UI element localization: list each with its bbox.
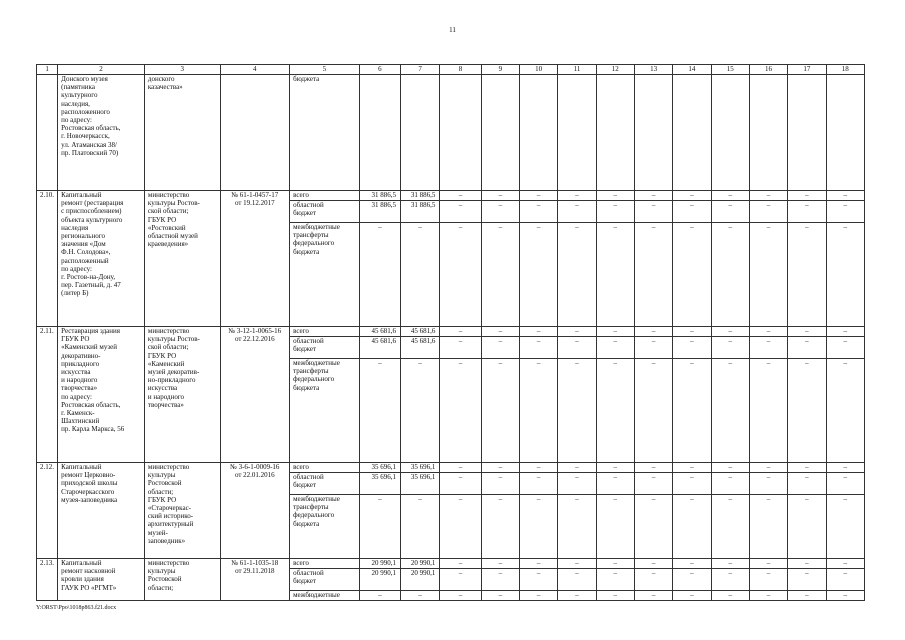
dash-cell: – — [596, 223, 634, 327]
column-number: 3 — [144, 65, 220, 75]
dash-cell: – — [673, 201, 711, 223]
total-value-cell: 20 990,1 — [359, 559, 400, 569]
year-value-cell: – — [401, 359, 440, 463]
dash-cell: – — [520, 463, 558, 473]
year-value-cell: 31 886,5 — [401, 191, 440, 201]
dash-cell: – — [520, 569, 558, 591]
total-value-cell: 35 696,1 — [359, 463, 400, 473]
dash-cell: – — [826, 559, 865, 569]
dash-cell: – — [711, 473, 749, 495]
dash-cell: – — [481, 559, 519, 569]
dash-cell: – — [596, 559, 634, 569]
dash-cell: – — [558, 327, 596, 337]
row-number-cell: 2.12. — [37, 463, 58, 559]
dash-cell: – — [520, 191, 558, 201]
dash-cell: – — [520, 201, 558, 223]
dash-cell: – — [634, 223, 672, 327]
dash-cell: – — [634, 559, 672, 569]
object-name-cell: Реставрация здания ГБУК РО «Каменский музей декоративно- прикладного искусства и народного творчества» по адресу: Ростовская область, г. Каменск- Шахтинский пр. Карла Маркса, 56 — [58, 327, 145, 463]
dash-cell: – — [634, 359, 672, 463]
total-value-cell: – — [359, 359, 400, 463]
dash-cell: – — [711, 463, 749, 473]
dash-cell: – — [634, 569, 672, 591]
dash-cell: – — [440, 591, 481, 601]
dash-cell: – — [826, 191, 865, 201]
dash-cell: – — [440, 495, 481, 559]
year-value-cell: 31 886,5 — [401, 201, 440, 223]
column-number: 18 — [826, 65, 865, 75]
dash-cell: – — [596, 463, 634, 473]
funding-source-cell: всего — [290, 327, 360, 337]
row-number-cell: 2.13. — [37, 559, 58, 601]
dash-cell: – — [788, 591, 826, 601]
dash-cell: – — [634, 201, 672, 223]
dash-cell: – — [673, 191, 711, 201]
total-value-cell: 45 681,6 — [359, 337, 400, 359]
column-number: 16 — [749, 65, 787, 75]
object-name-cell: Капитальный ремонт (реставрация с приспособлением) объекта культурного наследия регионального значения «Дом Ф.Н. Солодова», расположенный по адресу: г. Ростов-на-Дону, пер. Газетный, д. 47 (литер Б) — [58, 191, 145, 327]
year-value-cell: 45 681,6 — [401, 327, 440, 337]
funding-source-cell: всего — [290, 191, 360, 201]
dash-cell: – — [558, 591, 596, 601]
column-number: 5 — [290, 65, 360, 75]
table-row — [37, 463, 865, 473]
dash-cell: – — [520, 359, 558, 463]
year-value-cell: 20 990,1 — [401, 559, 440, 569]
total-value-cell: – — [359, 223, 400, 327]
dash-cell: – — [711, 327, 749, 337]
value-cell — [558, 75, 596, 191]
dash-cell: – — [481, 359, 519, 463]
column-number: 8 — [440, 65, 481, 75]
executor-cell: донского казачества» — [144, 75, 220, 191]
dash-cell: – — [634, 591, 672, 601]
dash-cell: – — [520, 327, 558, 337]
dash-cell: – — [826, 473, 865, 495]
dash-cell: – — [558, 201, 596, 223]
budget-table — [36, 64, 865, 601]
dash-cell: – — [481, 223, 519, 327]
dash-cell: – — [558, 463, 596, 473]
dash-cell: – — [520, 473, 558, 495]
dash-cell: – — [749, 559, 787, 569]
dash-cell: – — [711, 591, 749, 601]
dash-cell: – — [749, 473, 787, 495]
table-row — [37, 327, 865, 337]
value-cell — [440, 75, 481, 191]
year-value-cell: 35 696,1 — [401, 473, 440, 495]
dash-cell: – — [826, 223, 865, 327]
funding-source-cell: всего — [290, 463, 360, 473]
dash-cell: – — [634, 191, 672, 201]
dash-cell: – — [673, 223, 711, 327]
dash-cell: – — [749, 201, 787, 223]
dash-cell: – — [673, 327, 711, 337]
document-cell: № 3-12-1-0065-16 от 22.12.2016 — [220, 327, 290, 463]
table-row — [37, 191, 865, 201]
column-number: 11 — [558, 65, 596, 75]
year-value-cell: 35 696,1 — [401, 463, 440, 473]
dash-cell: – — [558, 569, 596, 591]
dash-cell: – — [749, 359, 787, 463]
dash-cell: – — [596, 191, 634, 201]
column-number-row — [37, 65, 865, 75]
dash-cell: – — [440, 473, 481, 495]
dash-cell: – — [711, 495, 749, 559]
dash-cell: – — [673, 359, 711, 463]
dash-cell: – — [749, 591, 787, 601]
executor-cell: министерство культуры Ростов- ской области; ГБУК РО «Ростовский областной музей краеведения» — [144, 191, 220, 327]
value-cell — [826, 75, 865, 191]
value-cell — [634, 75, 672, 191]
row-number-cell — [37, 75, 58, 191]
total-value-cell: 31 886,5 — [359, 201, 400, 223]
dash-cell: – — [673, 591, 711, 601]
dash-cell: – — [440, 463, 481, 473]
executor-cell: министерство культуры Ростовской области; — [144, 559, 220, 601]
column-number: 9 — [481, 65, 519, 75]
dash-cell: – — [520, 591, 558, 601]
dash-cell: – — [440, 337, 481, 359]
year-value-cell: – — [401, 223, 440, 327]
year-value-cell: 20 990,1 — [401, 569, 440, 591]
dash-cell: – — [788, 473, 826, 495]
dash-cell: – — [634, 495, 672, 559]
document-cell: № 3-6-1-0009-16 от 22.01.2016 — [220, 463, 290, 559]
dash-cell: – — [749, 327, 787, 337]
dash-cell: – — [481, 495, 519, 559]
dash-cell: – — [440, 359, 481, 463]
column-number: 7 — [401, 65, 440, 75]
dash-cell: – — [440, 191, 481, 201]
dash-cell: – — [481, 569, 519, 591]
dash-cell: – — [634, 463, 672, 473]
object-name-cell: Донского музея (памятника культурного наследия, расположенного по адресу: Ростовская область, г. Новочеркасск, ул. Атаманская 38/ пр. Платовский 70) — [58, 75, 145, 191]
dash-cell: – — [596, 591, 634, 601]
dash-cell: – — [481, 201, 519, 223]
column-number: 4 — [220, 65, 290, 75]
funding-source-cell: бюджета — [290, 75, 360, 191]
page-number: 11 — [449, 26, 456, 34]
dash-cell: – — [749, 463, 787, 473]
value-cell — [520, 75, 558, 191]
dash-cell: – — [673, 337, 711, 359]
dash-cell: – — [596, 495, 634, 559]
dash-cell: – — [749, 495, 787, 559]
dash-cell: – — [440, 223, 481, 327]
executor-cell: министерство культуры Ростов- ской области; ГБУК РО «Каменский музей декоратив- но-прикладного искусства и народного творчества» — [144, 327, 220, 463]
dash-cell: – — [596, 359, 634, 463]
dash-cell: – — [558, 359, 596, 463]
dash-cell: – — [826, 495, 865, 559]
dash-cell: – — [634, 473, 672, 495]
dash-cell: – — [481, 191, 519, 201]
total-value-cell: 20 990,1 — [359, 569, 400, 591]
dash-cell: – — [558, 473, 596, 495]
year-value-cell: 45 681,6 — [401, 337, 440, 359]
table-row — [37, 559, 865, 569]
value-cell — [481, 75, 519, 191]
dash-cell: – — [788, 191, 826, 201]
dash-cell: – — [558, 223, 596, 327]
file-path-footer: Y:ORST\Ppo\1018p863.f21.docx — [36, 605, 117, 611]
total-value-cell: – — [359, 591, 400, 601]
object-name-cell: Капитальный ремонт нaскoвной кровли здания ГАУК РО «РГМТ» — [58, 559, 145, 601]
dash-cell: – — [711, 569, 749, 591]
row-number-cell: 2.11. — [37, 327, 58, 463]
dash-cell: – — [558, 495, 596, 559]
document-cell: № 61-1-0457-17 от 19.12.2017 — [220, 191, 290, 327]
dash-cell: – — [520, 559, 558, 569]
dash-cell: – — [520, 495, 558, 559]
value-cell — [711, 75, 749, 191]
value-cell — [401, 75, 440, 191]
dash-cell: – — [788, 337, 826, 359]
dash-cell: – — [558, 559, 596, 569]
dash-cell: – — [520, 337, 558, 359]
column-number: 2 — [58, 65, 145, 75]
dash-cell: – — [440, 327, 481, 337]
column-number: 12 — [596, 65, 634, 75]
column-number: 10 — [520, 65, 558, 75]
column-number: 17 — [788, 65, 826, 75]
dash-cell: – — [481, 337, 519, 359]
dash-cell: – — [596, 337, 634, 359]
document-cell — [220, 75, 290, 191]
dash-cell: – — [788, 569, 826, 591]
dash-cell: – — [788, 327, 826, 337]
dash-cell: – — [826, 463, 865, 473]
dash-cell: – — [826, 591, 865, 601]
dash-cell: – — [749, 569, 787, 591]
dash-cell: – — [749, 337, 787, 359]
dash-cell: – — [634, 337, 672, 359]
funding-source-cell: межбюджетные трансферты федерального бюджета — [290, 495, 360, 559]
total-value-cell: 35 696,1 — [359, 473, 400, 495]
dash-cell: – — [826, 201, 865, 223]
total-value-cell: 31 886,5 — [359, 191, 400, 201]
dash-cell: – — [673, 569, 711, 591]
dash-cell: – — [826, 337, 865, 359]
value-cell — [359, 75, 400, 191]
dash-cell: – — [749, 223, 787, 327]
year-value-cell: – — [401, 495, 440, 559]
value-cell — [596, 75, 634, 191]
row-number-cell: 2.10. — [37, 191, 58, 327]
dash-cell: – — [673, 473, 711, 495]
value-cell — [749, 75, 787, 191]
dash-cell: – — [673, 559, 711, 569]
total-value-cell: – — [359, 495, 400, 559]
funding-source-cell: межбюджетные — [290, 591, 360, 601]
dash-cell: – — [481, 473, 519, 495]
dash-cell: – — [788, 495, 826, 559]
dash-cell: – — [749, 191, 787, 201]
dash-cell: – — [481, 591, 519, 601]
dash-cell: – — [440, 201, 481, 223]
column-number: 15 — [711, 65, 749, 75]
total-value-cell: 45 681,6 — [359, 327, 400, 337]
column-number: 6 — [359, 65, 400, 75]
dash-cell: – — [558, 191, 596, 201]
dash-cell: – — [711, 337, 749, 359]
dash-cell: – — [788, 559, 826, 569]
value-cell — [788, 75, 826, 191]
funding-source-cell: областной бюджет — [290, 473, 360, 495]
funding-source-cell: областной бюджет — [290, 337, 360, 359]
dash-cell: – — [673, 463, 711, 473]
dash-cell: – — [673, 495, 711, 559]
column-number: 1 — [37, 65, 58, 75]
funding-source-cell: областной бюджет — [290, 201, 360, 223]
year-value-cell: – — [401, 591, 440, 601]
dash-cell: – — [596, 569, 634, 591]
dash-cell: – — [558, 337, 596, 359]
dash-cell: – — [440, 569, 481, 591]
value-cell — [673, 75, 711, 191]
column-number: 13 — [634, 65, 672, 75]
dash-cell: – — [711, 223, 749, 327]
funding-source-cell: областной бюджет — [290, 569, 360, 591]
table-row-continuation — [37, 75, 865, 191]
dash-cell: – — [826, 327, 865, 337]
dash-cell: – — [711, 201, 749, 223]
document-cell: № 61-1-1035-18 от 29.11.2018 — [220, 559, 290, 601]
dash-cell: – — [634, 327, 672, 337]
dash-cell: – — [711, 559, 749, 569]
executor-cell: министерство культуры Ростовской области; ГБУК РО «Старочеркас- ский историко- архитектурный музей- заповедник» — [144, 463, 220, 559]
dash-cell: – — [788, 359, 826, 463]
funding-source-cell: межбюджетные трансферты федерального бюджета — [290, 223, 360, 327]
dash-cell: – — [481, 327, 519, 337]
dash-cell: – — [826, 359, 865, 463]
dash-cell: – — [788, 201, 826, 223]
object-name-cell: Капитальный ремонт Церковно- приходской школы Старочеркасского музея-заповедника — [58, 463, 145, 559]
dash-cell: – — [826, 569, 865, 591]
dash-cell: – — [440, 559, 481, 569]
dash-cell: – — [711, 191, 749, 201]
dash-cell: – — [711, 359, 749, 463]
dash-cell: – — [520, 223, 558, 327]
dash-cell: – — [481, 463, 519, 473]
dash-cell: – — [596, 327, 634, 337]
dash-cell: – — [788, 463, 826, 473]
funding-source-cell: всего — [290, 559, 360, 569]
dash-cell: – — [788, 223, 826, 327]
column-number: 14 — [673, 65, 711, 75]
funding-source-cell: межбюджетные трансферты федерального бюджета — [290, 359, 360, 463]
dash-cell: – — [596, 201, 634, 223]
dash-cell: – — [596, 473, 634, 495]
